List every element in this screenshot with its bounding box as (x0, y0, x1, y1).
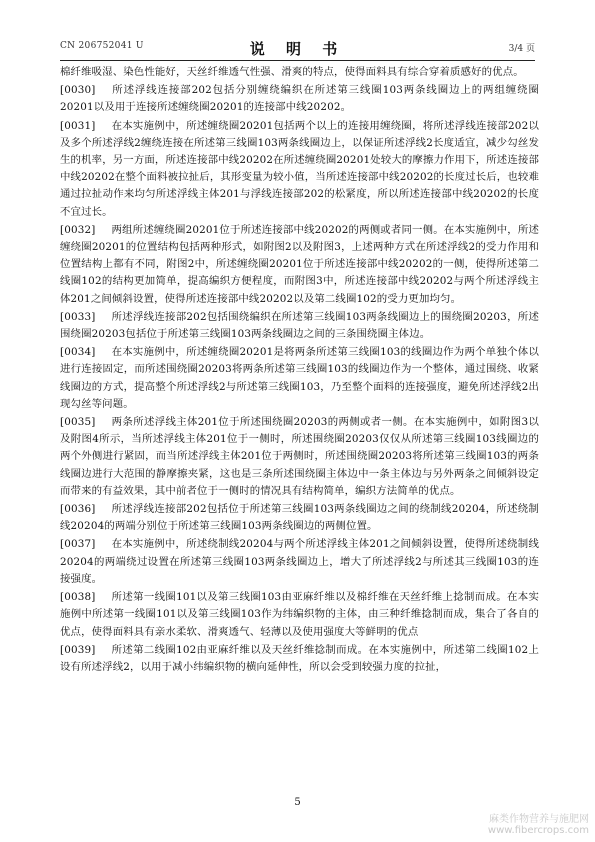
page-number: 5 (294, 797, 301, 808)
paragraph-text: 在本实施例中，所述绕制线20204与两个所述浮线主体201之间倾斜设置，使得所述绕制线20204的两端绕过设置在所述第三线圈103两条线圈边上，增大了所述浮线2与所述其三线圈103的连接强度。 (60, 538, 539, 585)
document-number: CN 206752041 U (60, 41, 144, 51)
page-header (60, 38, 535, 58)
paragraph (60, 536, 539, 588)
document-title: 说 明 书 (249, 40, 346, 58)
paragraph-text: 所述浮线连接部202包括分别缠绕编织在所述第三线圈103两条线圈边上的两组缠绕圈20201以及用于连接所述缠绕圈20201的连接部中线20202。 (60, 84, 539, 114)
paragraph-number: [0034] (60, 346, 96, 359)
paragraph-number: [0038] (60, 591, 96, 604)
paragraph-text: 在本实施例中，所述缠绕圈20201包括两个以上的连接用缠绕圈，将所述浮线连接部202以及多个所述浮线2缠绕连接在所述第三线圈103两条线圈边上，以保证所述浮线2长度适宜，减少勾丝发生的机率，另一方面，所述连接部中线20202在所述缠绕圈20201处较大的摩擦力作用下，所述连接部中线20202在整个面料被拉扯后，其形变量为较小值，当所述连接部中线20202的长度过长后，也较难通过拉扯动作来均匀所述浮线主体201与浮线连接部202的松紧度，所以所述连接部中线20202的长度不宜过长。 (60, 119, 539, 218)
paragraph (60, 501, 539, 535)
paragraph (60, 118, 539, 221)
paragraph-text: 所述浮线连接部202包括围绕编织在所述第三线圈103两条线圈边上的围绕圈20203，所述围绕圈20203包括位于所述第三线圈103两条线圈边之间的三条围绕圈主体边。 (60, 310, 539, 341)
paragraph-number: [0032] (60, 223, 96, 236)
paragraph-number: [0037] (60, 538, 96, 551)
paragraph (60, 642, 539, 676)
document-body (60, 64, 539, 677)
paragraph-text: 在本实施例中，所述缠绕圈20201是将两条所述第三线圈103的线圈边作为两个单独个体以进行连接固定，而所述围绕圈20203将两条所述第三线圈103的线圈边作为一个整体，通过围绕、收紧线圈边的方式，提高整个所述浮线2与所述第三线圈103，乃至整个面料的连接强度，避免所述浮线2出现勾丝等问题。 (60, 346, 539, 410)
page-indicator: 3/4 页 (508, 44, 535, 54)
paragraph-number: [0039] (60, 643, 96, 656)
paragraph-number: [0030] (60, 84, 96, 97)
paragraph-number: [0031] (60, 119, 96, 132)
paragraph-text: 所述第二线圈102由亚麻纤维以及天丝纤维捻制而成。在本实施例中，所述第二线圈102上设有所述浮线2，以用于减小纬编织物的横向延伸性，所以会受到较强力度的拉扯， (60, 643, 539, 673)
intro-paragraph: 棉纤维吸湿、染色性能好，天丝纤维透气性强、滑爽的特点，使得面料具有综合穿着质感好的优点。 (60, 66, 524, 78)
paragraph (60, 82, 539, 116)
paragraph-number: [0036] (60, 503, 96, 516)
paragraph (60, 414, 539, 500)
paragraph-text: 所述第一线圈101以及第三线圈103由亚麻纤维以及棉纤维在天丝纤维上捻制而成。在本实施例中所述第一线圈101以及第三线圈103作为纬编织物的主体，由三种纤维捻制而成，集合了各自的优点，使得面料具有亲水柔软、滑爽透气、轻薄以及使用强度大等鲜明的优点 (60, 591, 539, 638)
paragraph-text: 所述浮线连接部202包括位于所述第三线圈103两条线圈边之间的绕制线20204，所述绕制线20204的两端分别位于所述第三线圈103两条线圈边的两侧位置。 (60, 503, 539, 533)
paragraph-text: 两条所述浮线主体201位于所述围绕圈20203的两侧或者一侧。在本实施例中，如附图3以及附图4所示，当所述浮线主体201位于一侧时，所述围绕圈20203仅仅从所述第三线圈103线圈边的两个外侧进行紧固，而当所述浮线主体201位于两侧时，所述围绕圈20203将所述第三线圈103的两条线圈边进行大范围的静摩擦夹紧，这也是三条所述围绕圈主体边中一条主体边与另外两条之间倾斜设定而带来的有益效果，其中前者位于一侧时的情况具有结构简单，编织方法简单的优点。 (60, 416, 539, 497)
paragraph-number: [0035] (60, 416, 96, 429)
paragraph-text: 两组所述缠绕圈20201位于所述连接部中线20202的两侧或者同一侧。在本实施例中，所述缠绕圈20201的位置结构包括两种形式，如附图2以及附图3，上述两种方式在所述浮线2的受力作用和位置结构上都有不同，附图2中，所述缠绕圈20201位于所述连接部中线20202的一侧，使得所述第二线圈102的结构更加简单，提高编织方便程度，而附图3中，所述连接部中线20202与两个所述浮线主体201之间倾斜设置，使得所述连接部中线20202以及第二线圈102的受力更加均匀。 (60, 223, 539, 305)
header-divider (60, 60, 535, 61)
watermark-url: www.fibercrops.com (487, 825, 589, 836)
paragraph (60, 222, 539, 308)
paragraph (60, 344, 539, 413)
paragraph (60, 589, 539, 641)
paragraph-number: [0033] (60, 310, 96, 323)
watermark-text: 麻类作物营养与施肥网 (489, 814, 589, 825)
watermark (488, 810, 589, 836)
paragraph (60, 309, 539, 343)
